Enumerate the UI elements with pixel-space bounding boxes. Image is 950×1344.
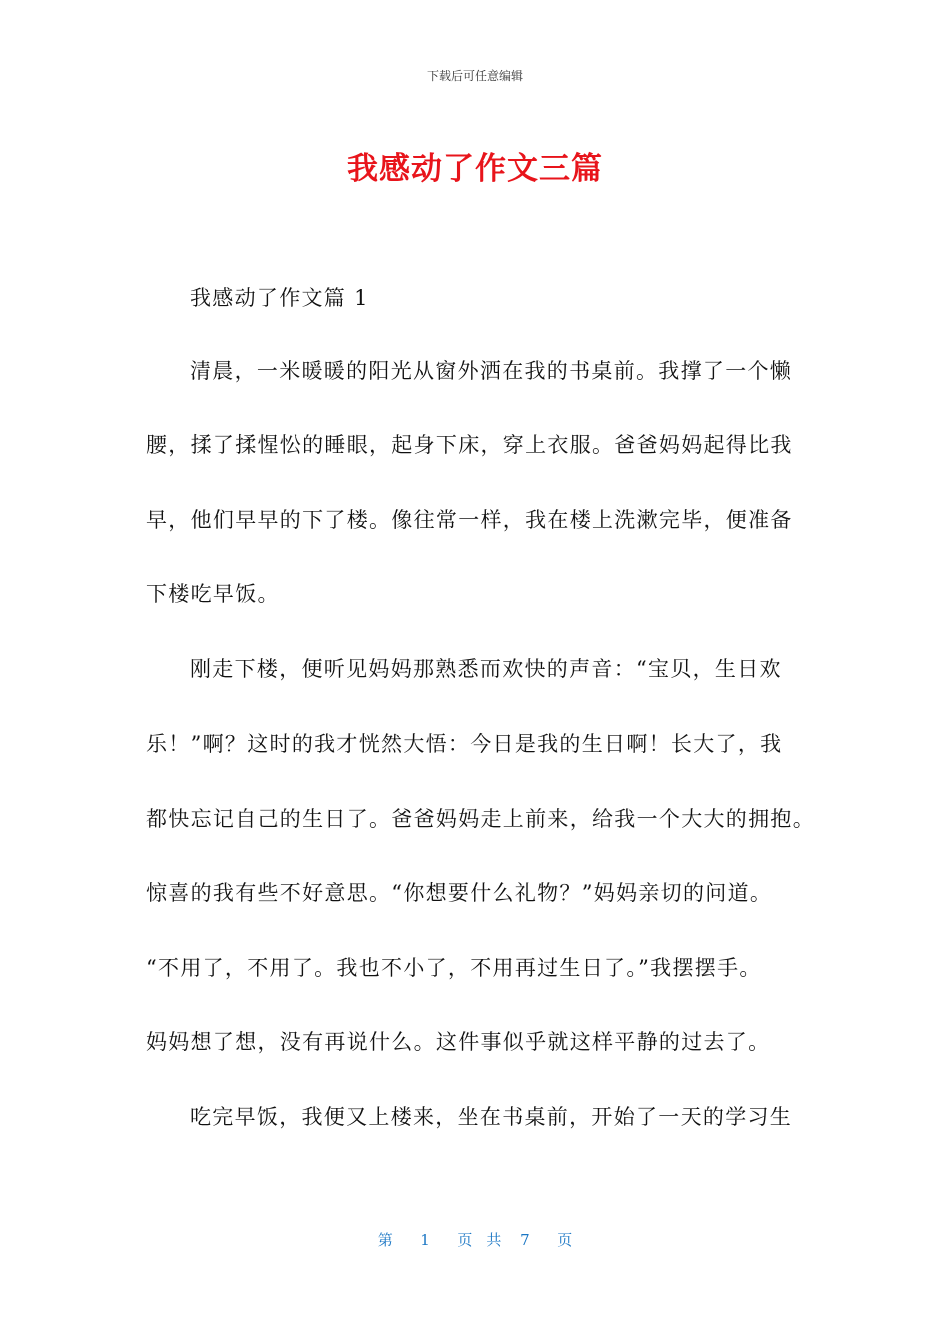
paragraph-line: 惊喜的我有些不好意思。“你想要什么礼物？”妈妈亲切的问道。 bbox=[146, 881, 773, 905]
page-footer bbox=[0, 1229, 950, 1250]
paragraph-line: 刚走下楼，便听见妈妈那熟悉而欢快的声音：“宝贝，生日欢 bbox=[190, 657, 782, 681]
section-heading: 我感动了作文篇 1 bbox=[190, 286, 369, 310]
total-pages-number: 7 bbox=[520, 1231, 530, 1249]
page-label-post: 页 bbox=[557, 1231, 573, 1249]
document-title: 我感动了作文三篇 bbox=[347, 151, 603, 187]
paragraph-line: 乐！”啊？这时的我才恍然大悟：今日是我的生日啊！长大了，我 bbox=[146, 732, 783, 756]
page-label-pre: 第 bbox=[377, 1231, 393, 1249]
header-note: 下载后可任意编辑 bbox=[426, 69, 523, 83]
paragraph-line: 清晨，一米暖暖的阳光从窗外洒在我的书桌前。我撑了一个懒 bbox=[190, 359, 793, 383]
current-page-number: 1 bbox=[420, 1231, 430, 1249]
paragraph-line: “不用了，不用了。我也不小了，不用再过生日了。”我摆摆手。 bbox=[146, 956, 762, 980]
paragraph-line: 吃完早饭，我便又上楼来，坐在书桌前，开始了一天的学习生 bbox=[190, 1105, 793, 1129]
paragraph-line: 妈妈想了想，没有再说什么。这件事似乎就这样平静的过去了。 bbox=[146, 1030, 771, 1054]
page-label-mid: 页共 bbox=[457, 1231, 516, 1249]
paragraph-line: 早，他们早早的下了楼。像往常一样，我在楼上洗漱完毕，便准备 bbox=[146, 508, 793, 532]
paragraph-line: 下楼吃早饭。 bbox=[146, 582, 280, 606]
paragraph-line: 腰，揉了揉惺忪的睡眼，起身下床，穿上衣服。爸爸妈妈起得比我 bbox=[146, 433, 793, 457]
paragraph-line: 都快忘记自己的生日了。爸爸妈妈走上前来，给我一个大大的拥抱。 bbox=[146, 807, 815, 831]
